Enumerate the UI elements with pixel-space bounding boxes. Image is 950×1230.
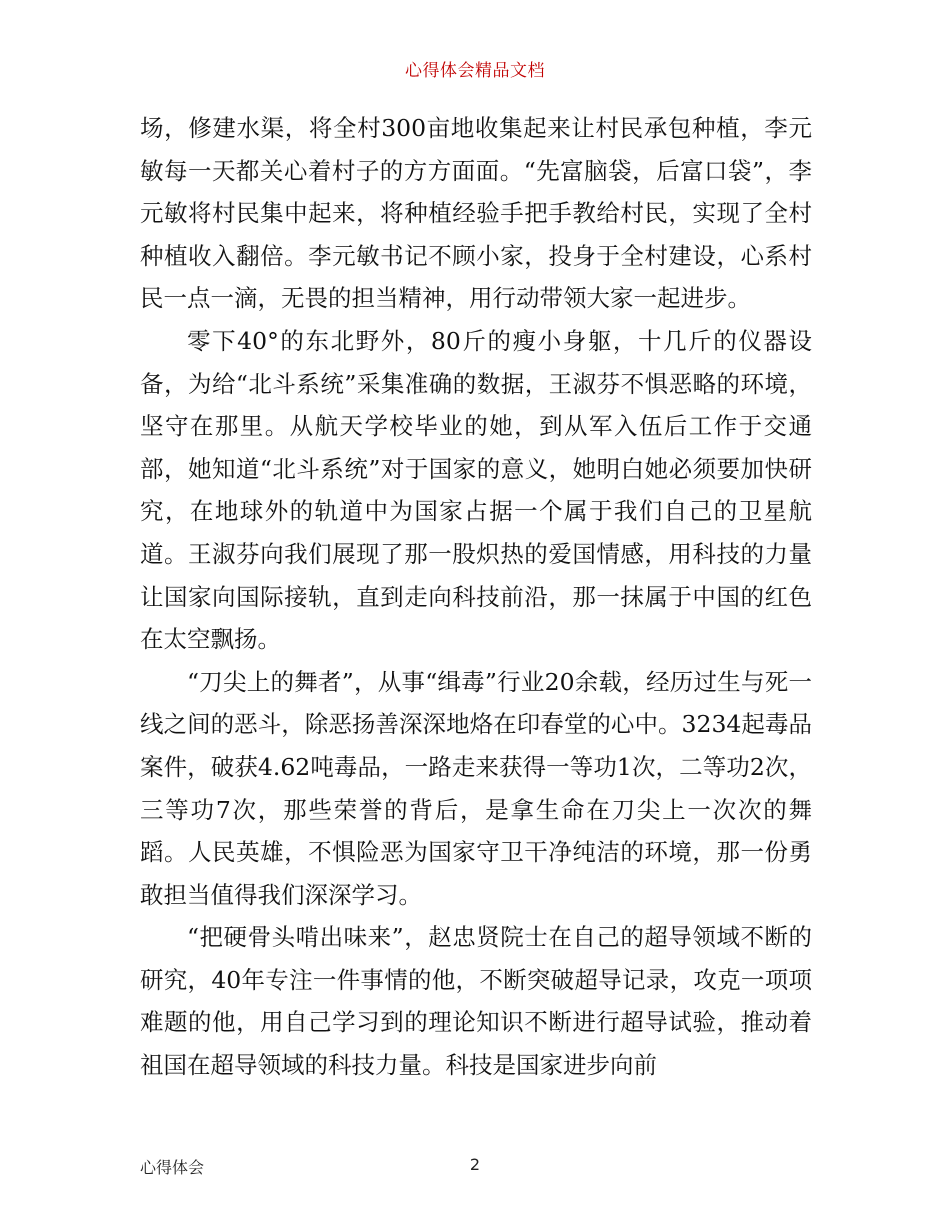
document-body (140, 107, 812, 1087)
body-paragraph-2: 零下40°的东北野外，80斤的瘦小身躯，十几斤的仪器设备，为给“北斗系统”采集准确的数据，王淑芬不惧恶略的环境，坚守在那里。从航天学校毕业的她，到从军入伍后工作于交通部，她知道“北斗系统”对于国家的意义，她明白她必须要加快研究，在地球外的轨道中为国家占据一个属于我们自己的卫星航道。王淑芬向我们展现了那一股炽热的爱国情感，用科技的力量让国家向国际接轨，直到走向科技前沿，那一抹属于中国的红色在太空飘扬。 (140, 326, 812, 654)
body-paragraph-3: “刀尖上的舞者”，从事“缉毒”行业20余载，经历过生与死一线之间的恶斗，除恶扬善深深地烙在印春堂的心中。3234起毒品案件，破获4.62吨毒品，一路走来获得一等功1次，二等功2次，三等功7次，那些荣誉的背后，是拿生命在刀尖上一次次的舞蹈。人民英雄，不惧险恶为国家守卫干净纯洁的环境，那一份勇敢担当值得我们深深学习。 (140, 667, 812, 909)
body-paragraph-1: 场，修建水渠，将全村300亩地收集起来让村民承包种植，李元敏每一天都关心着村子的方方面面。“先富脑袋，后富口袋”，李元敏将村民集中起来，将种植经验手把手教给村民，实现了全村种植收入翻倍。李元敏书记不顾小家，投身于全村建设，心系村民一点一滴，无畏的担当精神，用行动带领大家一起进步。 (140, 114, 812, 313)
page-number: 2 (469, 1155, 481, 1174)
document-header-title: 心得体会精品文档 (405, 61, 545, 81)
body-paragraph-4: “把硬骨头啃出味来”，赵忠贤院士在自己的超导领域不断的研究，40年专注一件事情的他，不断突破超导记录，攻克一项项难题的他，用自己学习到的理论知识不断进行超导试验，推动着祖国在超导领域的科技力量。科技是国家进步向前 (140, 923, 812, 1080)
footer-label: 心得体会 (140, 1158, 205, 1177)
